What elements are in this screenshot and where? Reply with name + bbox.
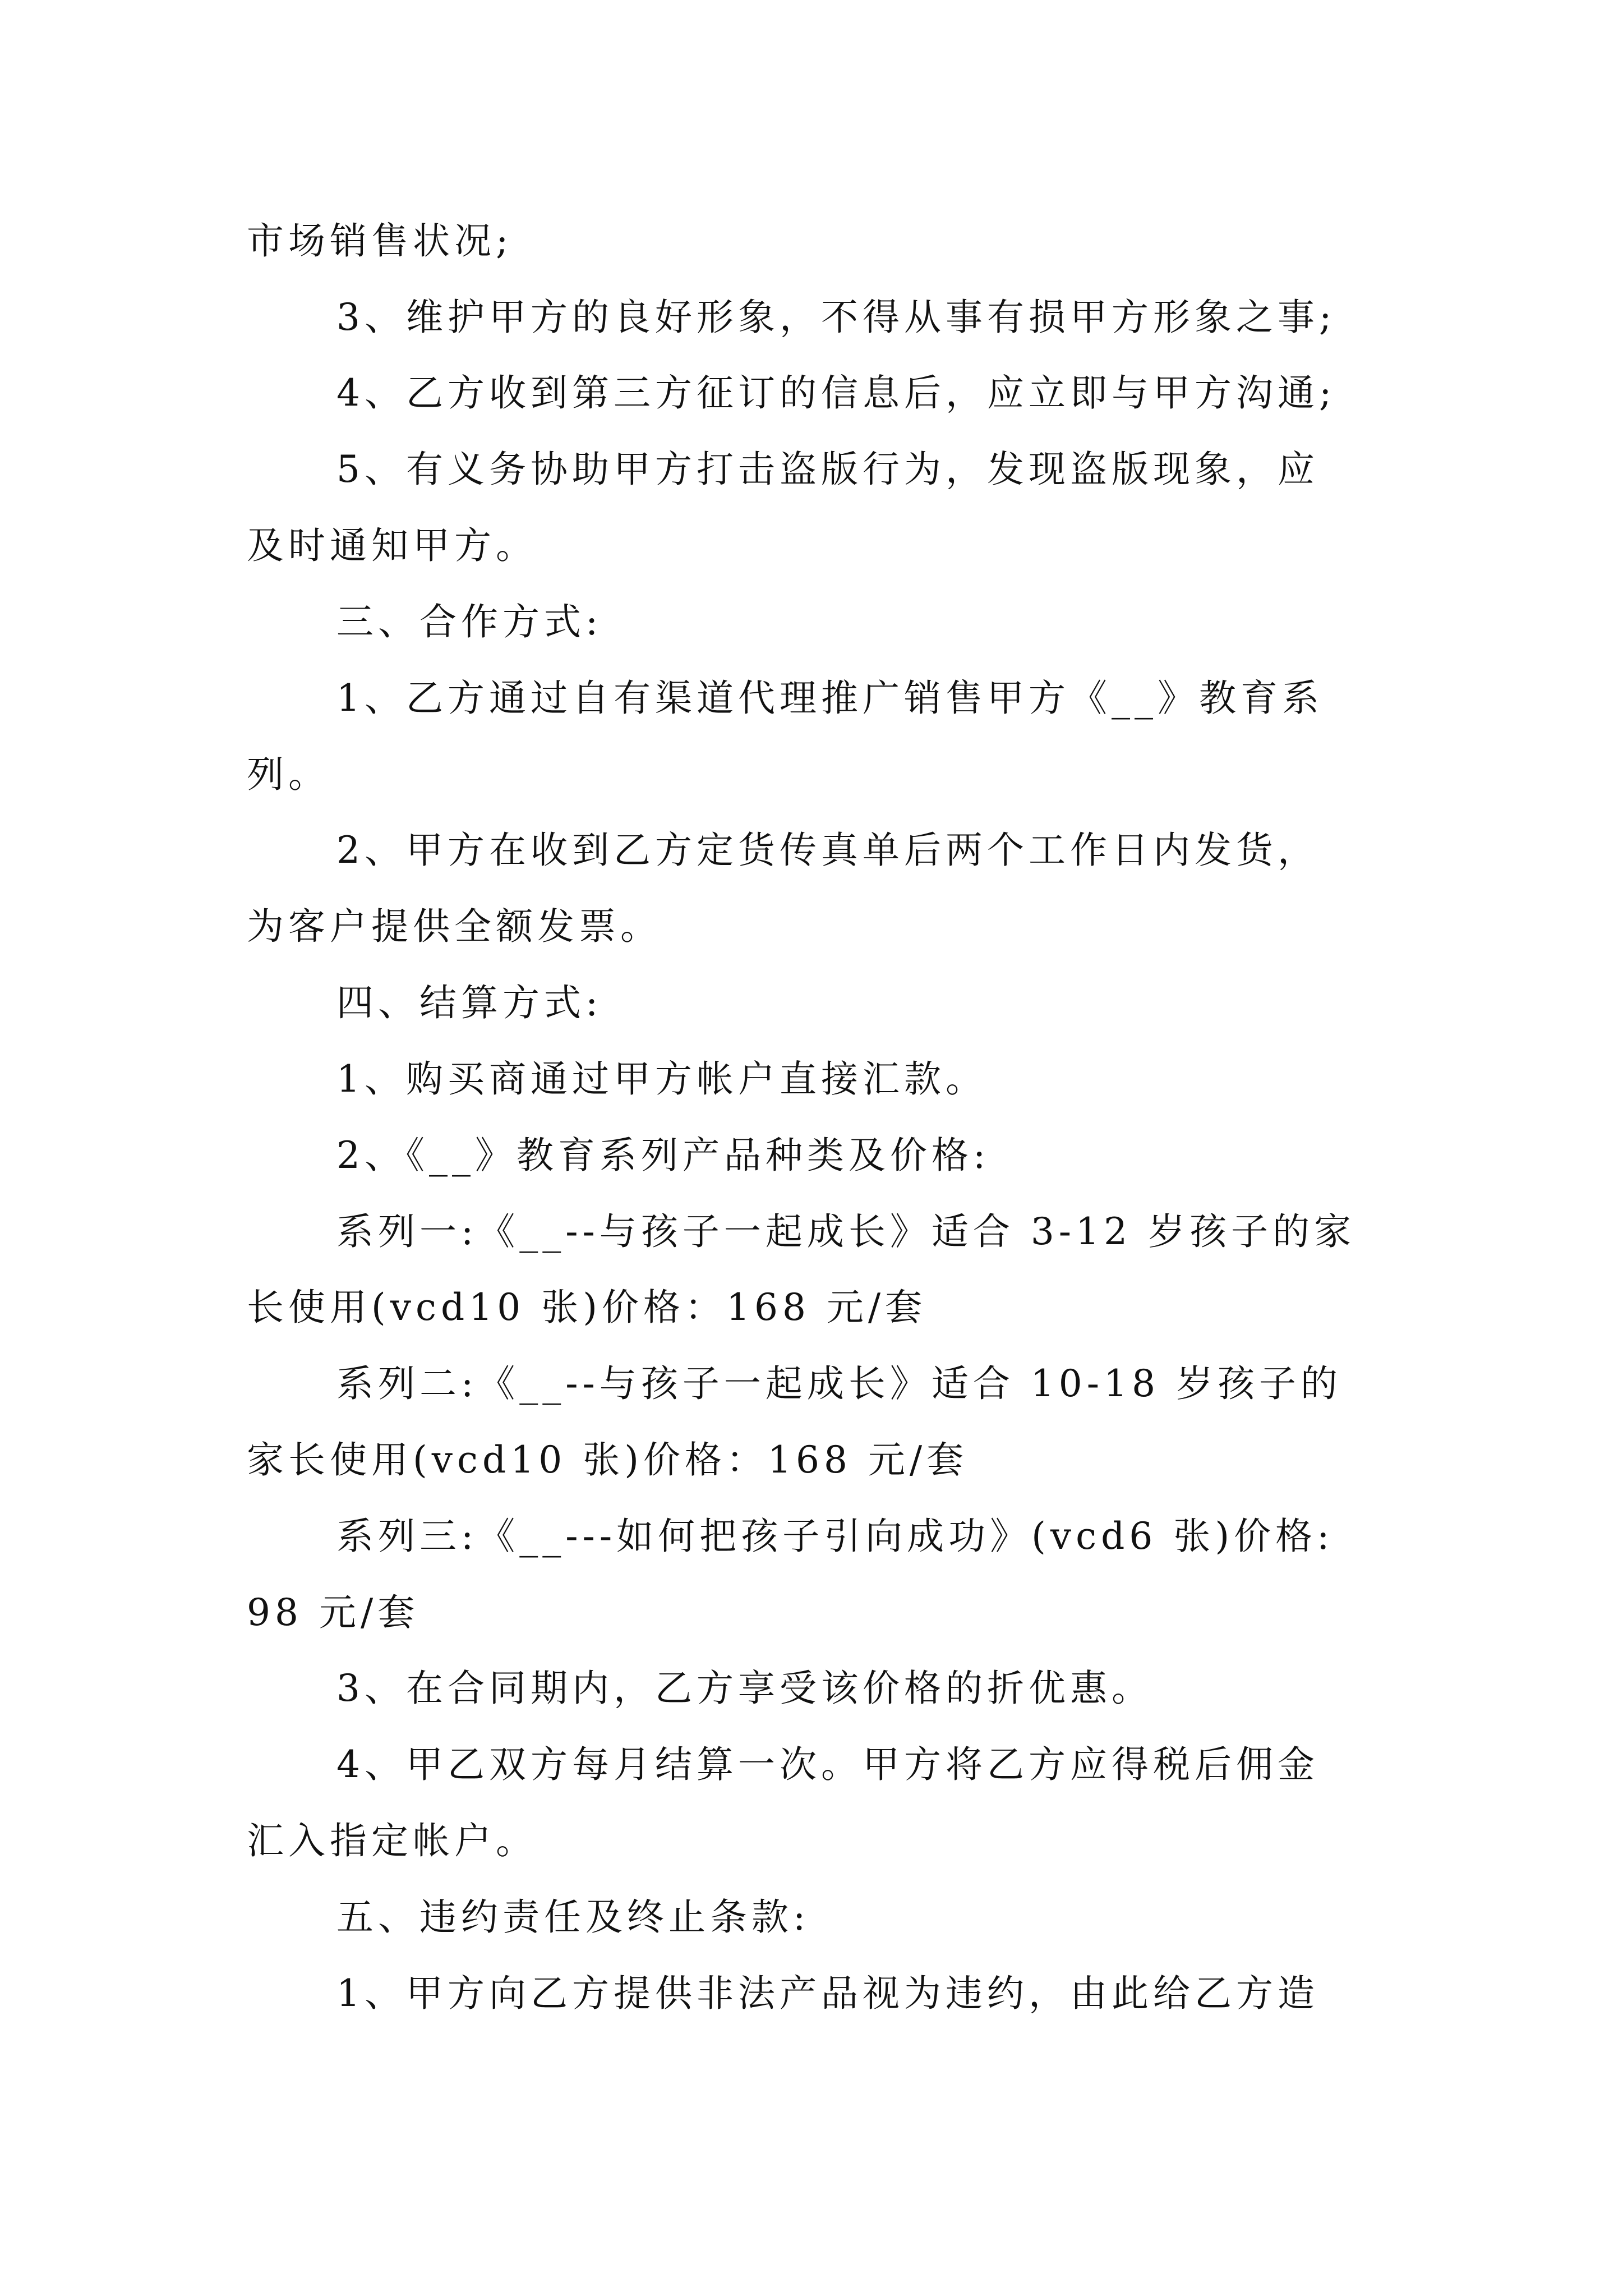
text-line: 1、乙方通过自有渠道代理推广销售甲方《__》教育系 [336,677,1324,720]
text-line: 2、甲方在收到乙方定货传真单后两个工作日内发货， [336,829,1319,872]
text-line: 为客户提供全额发票。 [247,905,662,948]
text-line: 1、甲方向乙方提供非法产品视为违约，由此给乙方造 [336,1972,1319,2015]
text-line: 列。 [247,753,330,796]
text-line: 系列二:《__--与孩子一起成长》适合 10-18 岁孩子的 [336,1362,1343,1405]
text-line: 3、在合同期内，乙方享受该价格的折优惠。 [336,1667,1153,1710]
text-line: 3、维护甲方的良好形象，不得从事有损甲方形象之事; [336,296,1336,339]
text-line: 及时通知甲方。 [247,524,537,567]
section-heading: 三、合作方式: [336,600,603,643]
text-line: 4、乙方收到第三方征订的信息后，应立即与甲方沟通; [336,371,1336,415]
text-line: 1、购买商通过甲方帐户直接汇款。 [336,1057,987,1101]
text-line: 系列一:《__--与孩子一起成长》适合 3-12 岁孩子的家 [336,1210,1356,1253]
text-line: 98 元/套 [247,1591,419,1634]
section-heading: 四、结算方式: [336,981,603,1024]
text-line: 汇入指定帐户。 [247,1819,537,1862]
text-line: 4、甲乙双方每月结算一次。甲方将乙方应得税后佣金 [336,1743,1319,1786]
text-line: 2、《__》教育系列产品种类及价格: [336,1134,990,1177]
text-line: 5、有义务协助甲方打击盗版行为，发现盗版现象，应 [336,448,1319,491]
text-line: 系列三:《__---如何把孩子引向成功》(vcd6 张)价格: [336,1515,1334,1558]
text-line: 长使用(vcd10 张)价格：168 元/套 [247,1286,927,1329]
text-line: 市场销售状况; [247,219,513,263]
text-line: 家长使用(vcd10 张)价格：168 元/套 [247,1438,969,1481]
section-heading: 五、违约责任及终止条款: [336,1895,810,1939]
